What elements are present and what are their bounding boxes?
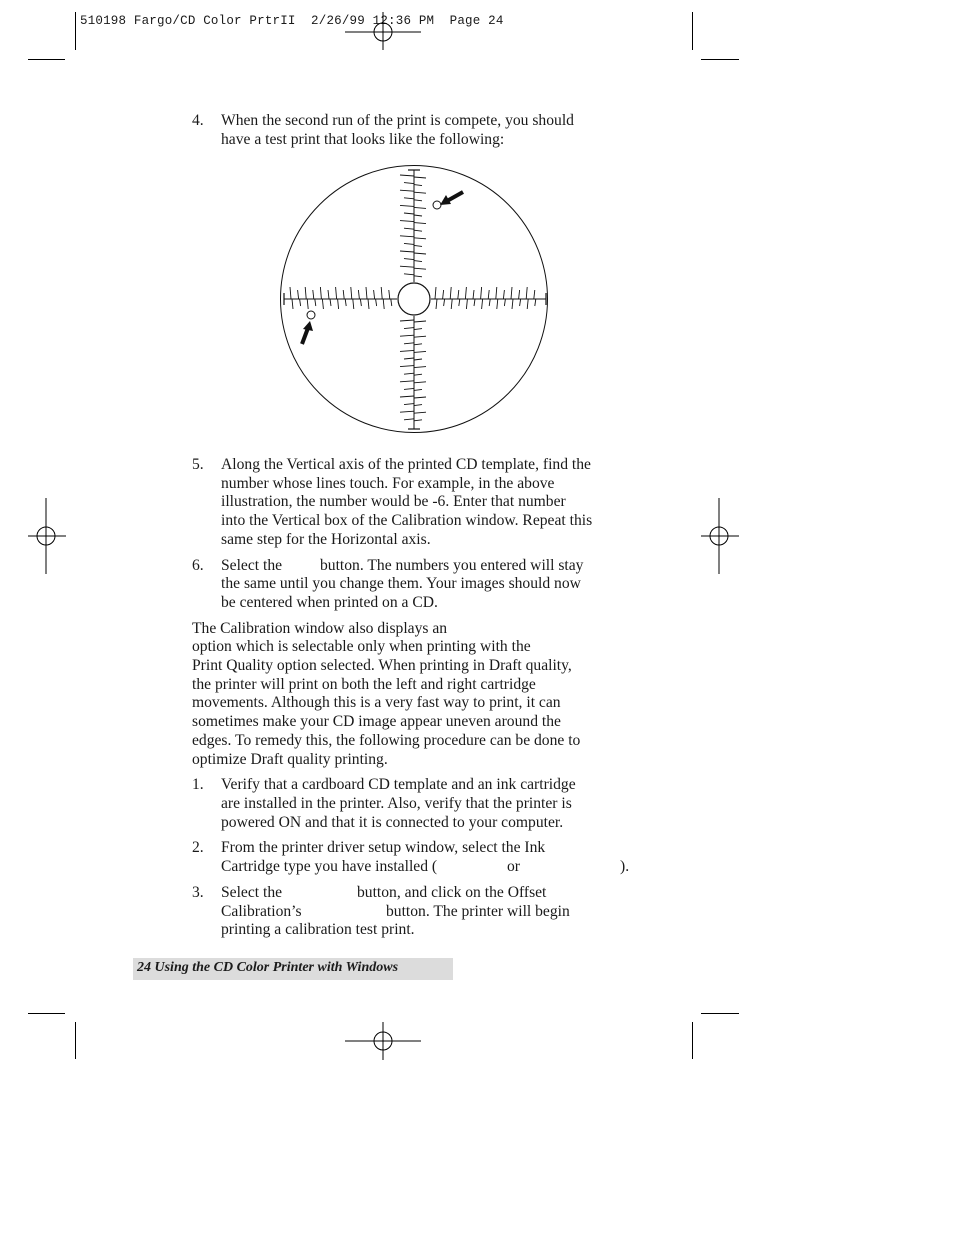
vertical-scale-tick: [400, 411, 414, 412]
horizontal-scale-tick: [353, 299, 354, 309]
paragraph-line: The Calibration window also displays an: [192, 620, 448, 637]
vertical-scale-tick: [414, 261, 422, 262]
step-number: 2.: [192, 839, 204, 856]
paragraph-line: optimize Draft quality printing.: [192, 751, 388, 768]
horizontal-scale-tick: [338, 299, 339, 309]
horizontal-scale-tick: [443, 290, 444, 299]
crop-mark-top-right-vertical: [692, 12, 693, 50]
vertical-scale-tick: [414, 336, 426, 337]
horizontal-scale-tick: [358, 290, 359, 299]
horizontal-scale-tick: [496, 287, 497, 299]
vertical-scale-tick: [404, 373, 414, 374]
horizontal-scale-tick: [504, 299, 505, 306]
vertical-scale-tick: [404, 343, 414, 344]
horizontal-axis-scale: [284, 287, 546, 309]
horizontal-scale-tick: [374, 290, 375, 299]
horizontal-scale-tick: [435, 287, 436, 299]
horizontal-scale-tick: [381, 287, 382, 299]
vertical-scale-tick: [414, 238, 426, 239]
cd-center-hole: [398, 283, 430, 315]
horizontal-scale-tick: [512, 299, 513, 309]
vertical-scale-tick: [414, 397, 426, 398]
crop-mark-bottom-left-horizontal: [28, 1013, 65, 1014]
step-text-line: Select the: [221, 557, 283, 574]
vertical-scale-tick: [404, 198, 414, 199]
horizontal-scale-tick: [511, 287, 512, 299]
horizontal-scale-tick: [526, 287, 527, 299]
horizontal-scale-tick: [391, 299, 392, 306]
paragraph-line: Print Quality option selected. When printing in Draft quality,: [192, 657, 572, 674]
horizontal-scale-tick: [451, 299, 452, 309]
step-text-line: same step for the Horizontal axis.: [221, 531, 431, 548]
vertical-scale-tick: [414, 412, 426, 413]
registration-mark-left-icon: [28, 498, 66, 574]
horizontal-scale-tick: [351, 287, 352, 299]
vertical-scale-tick: [400, 221, 414, 222]
vertical-scale-tick: [404, 419, 414, 420]
vertical-scale-tick: [414, 374, 422, 375]
vertical-scale-tick: [400, 266, 414, 267]
vertical-scale-tick: [400, 236, 414, 237]
vertical-scale-tick: [414, 207, 426, 208]
vertical-scale-tick: [400, 381, 414, 382]
vertical-scale-tick: [404, 328, 414, 329]
horizontal-scale-tick: [360, 299, 361, 306]
vertical-scale-tick: [400, 190, 414, 191]
vertical-scale-tick: [414, 344, 422, 345]
horizontal-scale-tick: [436, 299, 437, 309]
vertical-scale-tick: [400, 320, 414, 321]
horizontal-scale-tick: [450, 287, 451, 299]
step-number: 4.: [192, 112, 204, 129]
crop-mark-bottom-right-vertical: [692, 1022, 693, 1059]
vertical-scale-tick: [400, 396, 414, 397]
horizontal-scale-tick: [336, 287, 337, 299]
vertical-scale-tick: [404, 388, 414, 389]
vertical-scale-tick: [414, 185, 422, 186]
horizontal-scale-tick: [534, 290, 535, 299]
horizontal-scale-tick: [497, 299, 498, 309]
vertical-scale-tick: [414, 253, 426, 254]
horizontal-scale-tick: [465, 287, 466, 299]
vertical-scale-tick: [414, 321, 426, 322]
horizontal-scale-tick: [328, 290, 329, 299]
step-text-line: or: [507, 858, 520, 875]
step-text-line: printing a calibration test print.: [221, 921, 415, 938]
registration-mark-right-icon: [701, 498, 739, 574]
vertical-scale-tick: [414, 420, 422, 421]
step-text-line: the same until you change them. Your images should now: [221, 575, 581, 592]
step-text-line: button. The numbers you entered will stay: [320, 557, 584, 574]
vertical-scale-tick: [400, 251, 414, 252]
horizontal-scale-tick: [320, 287, 321, 299]
vertical-scale-tick: [404, 274, 414, 275]
horizontal-scale-tick: [482, 299, 483, 309]
horizontal-scale-tick: [473, 290, 474, 299]
step-text-line: Verify that a cardboard CD template and an ink cartridge: [221, 776, 576, 793]
step-text-line: Cartridge type you have installed (: [221, 858, 438, 875]
arrow-pointing-vertical-marker-icon: [440, 192, 463, 205]
horizontal-scale-tick: [489, 299, 490, 306]
arrow-pointing-horizontal-marker-icon: [302, 321, 313, 344]
horizontal-scale-tick: [305, 287, 306, 299]
vertical-scale-tick: [404, 243, 414, 244]
paragraph-line: the printer will print on both the left and right cartridge: [192, 676, 536, 693]
vertical-scale-tick: [414, 215, 422, 216]
cd-calibration-test-print-illustration: [270, 158, 560, 443]
vertical-scale-tick: [400, 205, 414, 206]
vertical-scale-tick: [404, 228, 414, 229]
horizontal-scale-tick: [527, 299, 528, 309]
vertical-scale-tick: [414, 276, 422, 277]
horizontal-scale-tick: [292, 299, 293, 309]
vertical-scale-tick: [404, 404, 414, 405]
step-text-line: illustration, the number would be -6. Enter that number: [221, 493, 566, 510]
registration-mark-top-icon: [345, 12, 421, 50]
vertical-scale-tick: [414, 351, 426, 352]
horizontal-scale-tick: [322, 299, 323, 309]
horizontal-scale-tick: [345, 299, 346, 306]
horizontal-scale-tick: [368, 299, 369, 309]
vertical-scale-tick: [400, 335, 414, 336]
page-footer: 24 Using the CD Color Printer with Windows: [137, 960, 399, 975]
vertical-scale-tick: [414, 359, 422, 360]
vertical-scale-tick: [400, 366, 414, 367]
step-text-line: are installed in the printer. Also, verify that the printer is: [221, 795, 572, 812]
horizontal-scale-tick: [488, 290, 489, 299]
horizontal-scale-tick: [343, 290, 344, 299]
crop-mark-top-left-horizontal: [28, 59, 65, 60]
step-number: 6.: [192, 557, 204, 574]
crop-mark-top-left-vertical: [75, 12, 76, 50]
vertical-scale-tick: [414, 223, 426, 224]
vertical-scale-tick: [414, 389, 422, 390]
step-text-line: button. The printer will begin: [386, 903, 570, 920]
step-text-line: ).: [620, 858, 630, 875]
vertical-scale-tick: [404, 183, 414, 184]
horizontal-scale-tick: [298, 290, 299, 299]
vertical-scale-tick: [414, 367, 426, 368]
step-text-line: be centered when printed on a CD.: [221, 594, 438, 611]
horizontal-scale-tick: [383, 299, 384, 309]
crop-mark-top-right-horizontal: [701, 59, 739, 60]
step-text-line: Along the Vertical axis of the printed CD template, find the: [221, 456, 591, 473]
horizontal-scale-tick: [459, 299, 460, 306]
step-text-line: have a test print that looks like the following:: [221, 131, 505, 148]
vertical-scale-tick: [414, 329, 422, 330]
step-text-line: button, and click on the Offset: [357, 884, 547, 901]
print-slug: 510198 Fargo/CD Color PrtrII 2/26/99 12:36 PM Page 24: [80, 14, 504, 28]
paragraph-line: option which is selectable only when printing with the: [192, 638, 531, 655]
horizontal-scale-tick: [458, 290, 459, 299]
vertical-scale-tick: [414, 200, 422, 201]
vertical-touch-marker: [433, 201, 441, 209]
step-number: 1.: [192, 776, 204, 793]
step-number: 3.: [192, 884, 204, 901]
horizontal-scale-tick: [466, 299, 467, 309]
horizontal-scale-tick: [481, 287, 482, 299]
vertical-scale-tick: [400, 350, 414, 351]
vertical-scale-tick: [400, 175, 414, 176]
step-text-line: Select the: [221, 884, 283, 901]
registration-mark-bottom-icon: [345, 1022, 421, 1060]
vertical-axis-scale: [400, 170, 426, 429]
step-text-line: powered ON and that it is connected to your computer.: [221, 814, 564, 831]
paragraph-line: sometimes make your CD image appear uneven around the: [192, 713, 561, 730]
crop-mark-bottom-left-vertical: [75, 1022, 76, 1059]
step-text-line: From the printer driver setup window, select the Ink: [221, 839, 546, 856]
horizontal-scale-tick: [444, 299, 445, 306]
horizontal-scale-tick: [307, 299, 308, 309]
horizontal-scale-tick: [535, 299, 536, 306]
horizontal-scale-tick: [290, 287, 291, 299]
paragraph-line: edges. To remedy this, the following procedure can be done to: [192, 732, 581, 749]
step-number: 5.: [192, 456, 204, 473]
vertical-scale-tick: [404, 259, 414, 260]
vertical-scale-tick: [414, 382, 426, 383]
crop-mark-bottom-right-horizontal: [701, 1013, 739, 1014]
horizontal-scale-tick: [519, 290, 520, 299]
paragraph-line: movements. Although this is a very fast way to print, it can: [192, 694, 561, 711]
vertical-scale-tick: [414, 268, 426, 269]
horizontal-scale-tick: [300, 299, 301, 306]
horizontal-scale-tick: [474, 299, 475, 306]
step-text-line: number whose lines touch. For example, in the above: [221, 475, 555, 492]
vertical-scale-tick: [414, 177, 426, 178]
step-text-line: When the second run of the print is compete, you should: [221, 112, 574, 129]
vertical-scale-tick: [404, 213, 414, 214]
horizontal-scale-tick: [315, 299, 316, 306]
vertical-scale-tick: [414, 192, 426, 193]
horizontal-scale-tick: [330, 299, 331, 306]
vertical-scale-tick: [404, 358, 414, 359]
horizontal-scale-tick: [520, 299, 521, 306]
step-text-line: into the Vertical box of the Calibration window. Repeat this: [221, 512, 593, 529]
horizontal-scale-tick: [366, 287, 367, 299]
vertical-scale-tick: [414, 405, 422, 406]
step-text-line: Calibration’s: [221, 903, 302, 920]
horizontal-touch-marker: [307, 311, 315, 319]
horizontal-scale-tick: [503, 290, 504, 299]
horizontal-scale-tick: [313, 290, 314, 299]
horizontal-scale-tick: [389, 290, 390, 299]
horizontal-scale-tick: [376, 299, 377, 306]
vertical-scale-tick: [414, 245, 422, 246]
vertical-scale-tick: [414, 230, 422, 231]
